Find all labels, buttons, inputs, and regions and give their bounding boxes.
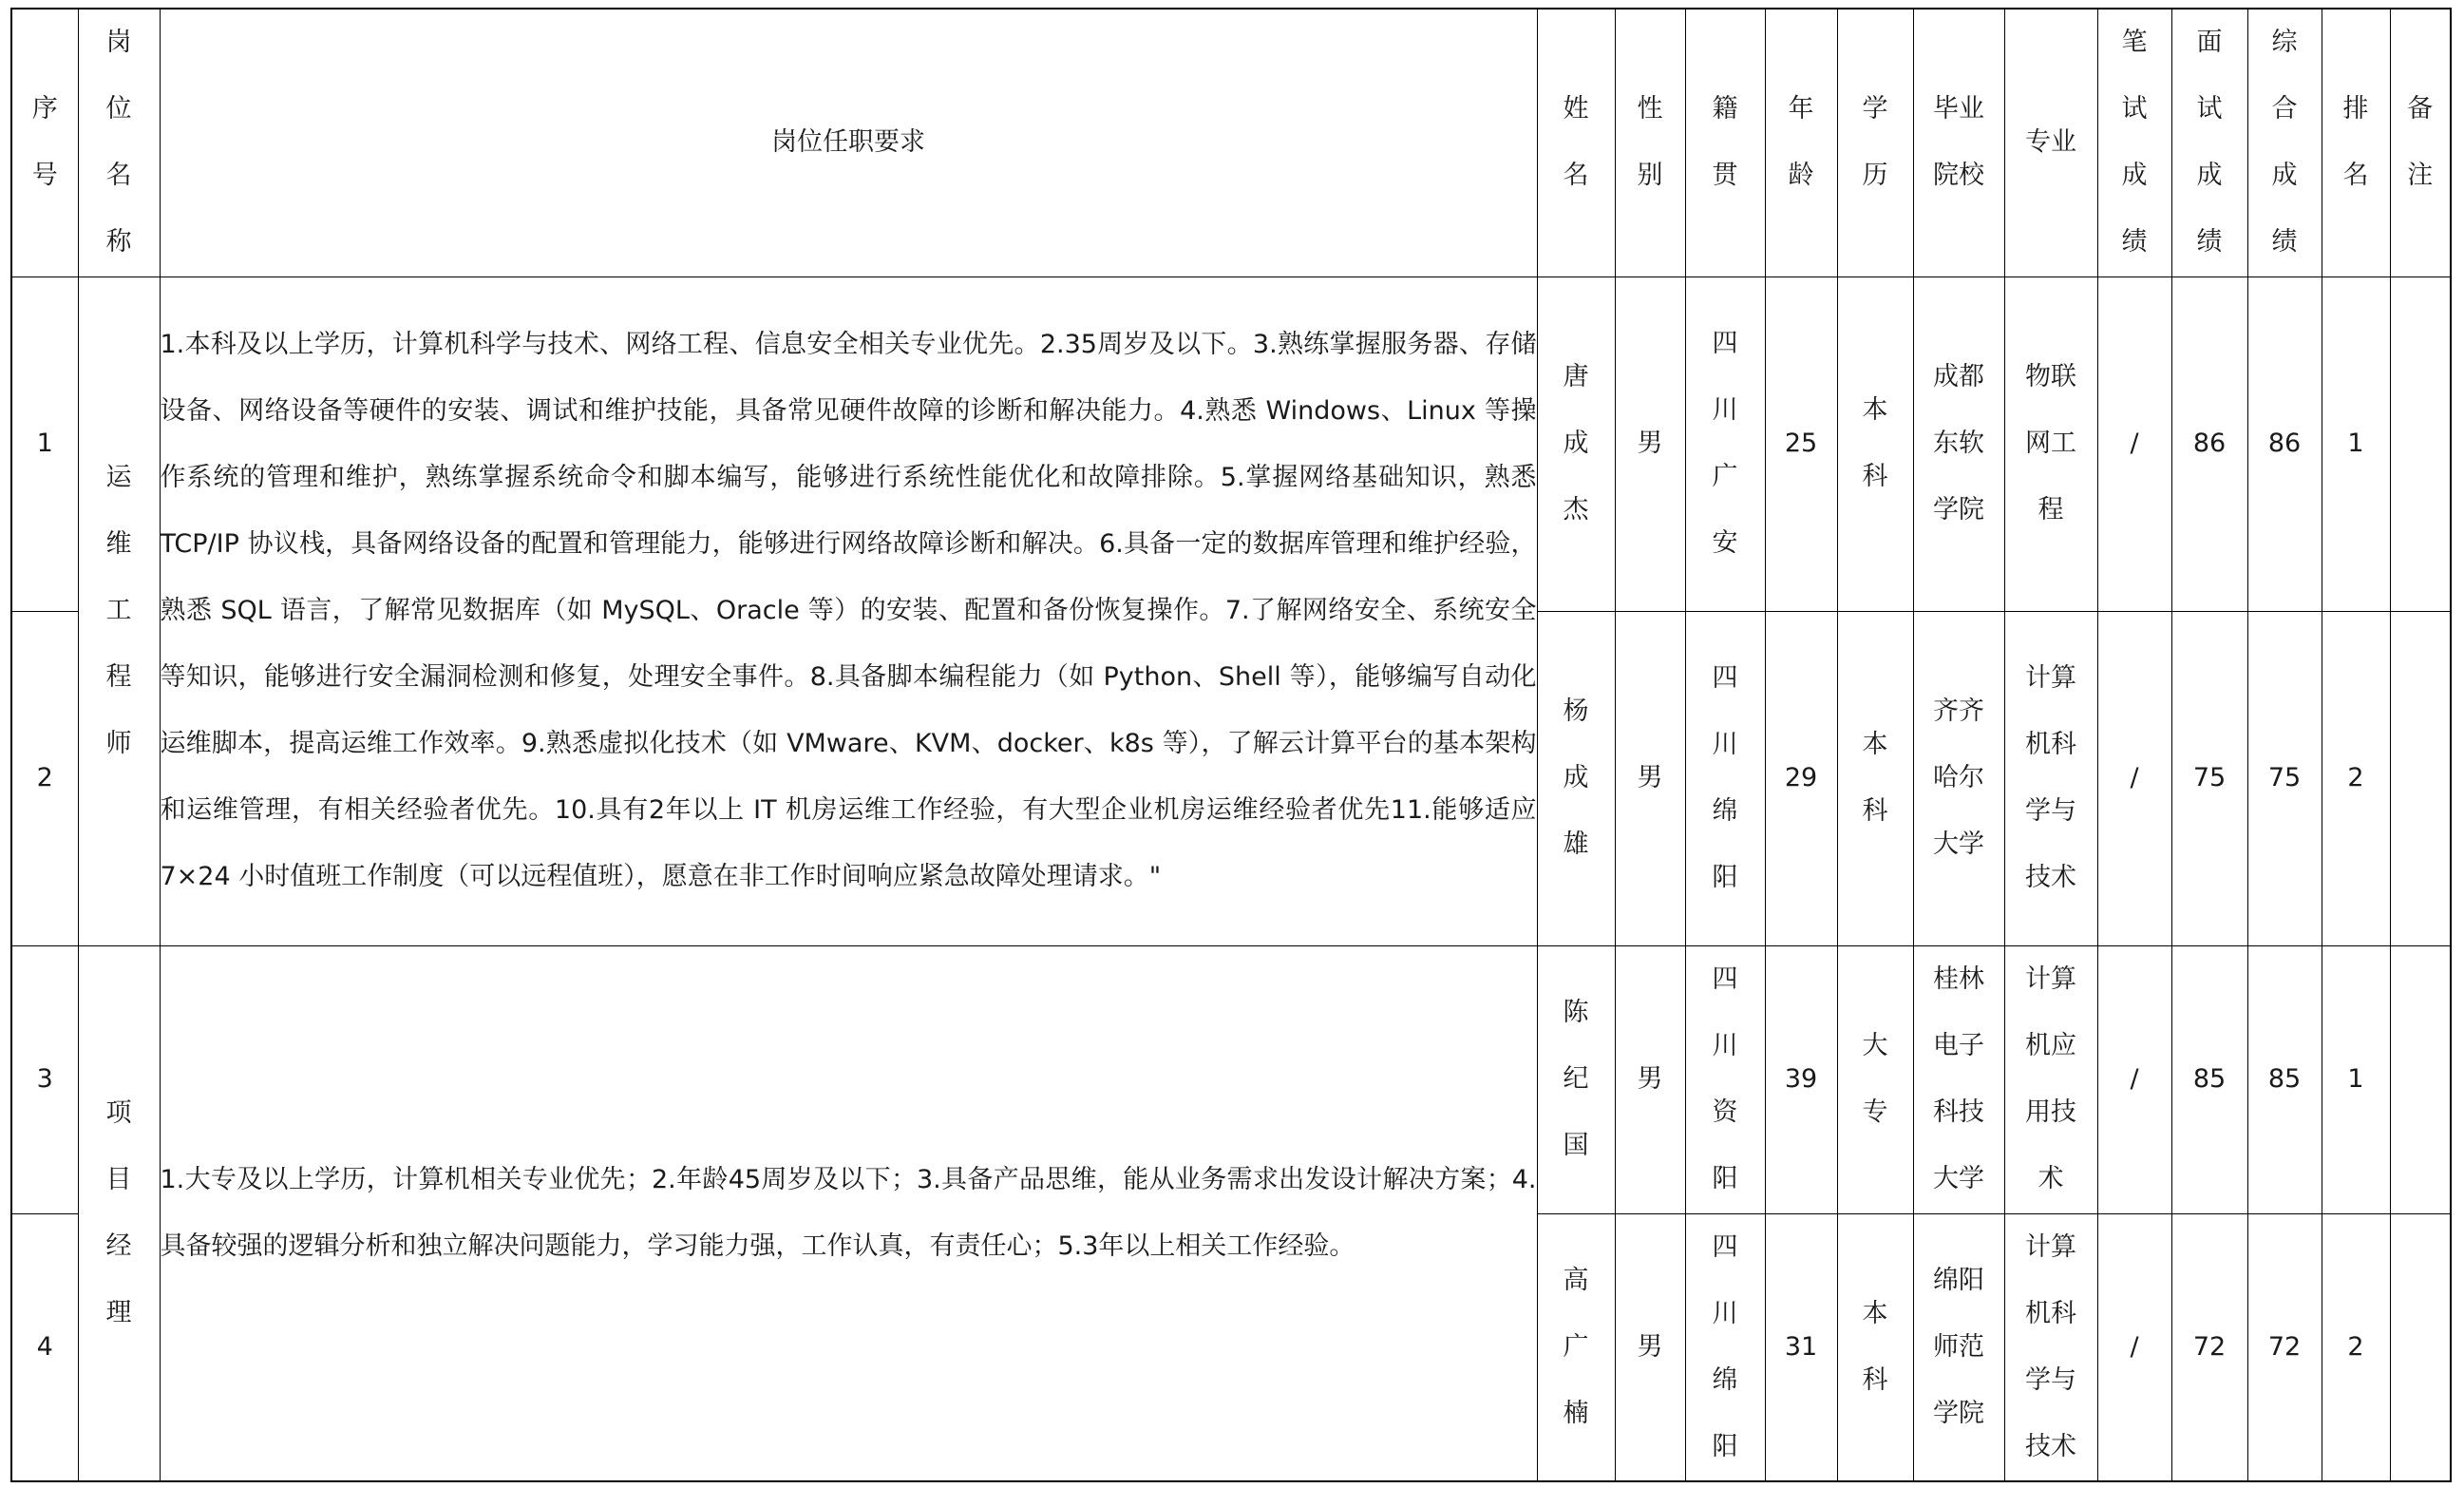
header-school: 毕业院校	[1913, 9, 2004, 277]
cell-education: 本科	[1837, 611, 1913, 945]
header-education: 学历	[1837, 9, 1913, 277]
cell-gender: 男	[1615, 945, 1685, 1213]
cell-origin: 四川绵阳	[1685, 1213, 1765, 1481]
cell-seq: 2	[11, 611, 78, 945]
cell-remark	[2390, 945, 2451, 1213]
header-total: 综合成绩	[2247, 9, 2322, 277]
cell-major: 计算机科学与技术	[2004, 1213, 2097, 1481]
cell-school: 齐齐哈尔大学	[1913, 611, 2004, 945]
cell-rank: 1	[2322, 945, 2390, 1213]
cell-written: /	[2097, 1213, 2171, 1481]
cell-origin: 四川资阳	[1685, 945, 1765, 1213]
cell-name: 杨成雄	[1537, 611, 1615, 945]
header-requirements: 岗位任职要求	[160, 9, 1537, 277]
header-written: 笔试成绩	[2097, 9, 2171, 277]
cell-age: 39	[1765, 945, 1837, 1213]
cell-major: 物联网工程	[2004, 277, 2097, 611]
cell-age: 25	[1765, 277, 1837, 611]
cell-interview: 86	[2171, 277, 2247, 611]
table-row	[11, 277, 2451, 611]
header-remark: 备注	[2390, 9, 2451, 277]
cell-education: 本科	[1837, 1213, 1913, 1481]
cell-total: 75	[2247, 611, 2322, 945]
cell-interview: 75	[2171, 611, 2247, 945]
cell-total: 85	[2247, 945, 2322, 1213]
cell-education: 本科	[1837, 277, 1913, 611]
recruitment-results-table	[10, 8, 2452, 1482]
cell-total: 72	[2247, 1213, 2322, 1481]
cell-interview: 85	[2171, 945, 2247, 1213]
cell-school: 桂林电子科技大学	[1913, 945, 2004, 1213]
cell-education: 大专	[1837, 945, 1913, 1213]
cell-major: 计算机科学与技术	[2004, 611, 2097, 945]
cell-name: 唐成杰	[1537, 277, 1615, 611]
cell-rank: 1	[2322, 277, 2390, 611]
cell-remark	[2390, 1213, 2451, 1481]
cell-name: 高广楠	[1537, 1213, 1615, 1481]
cell-name: 陈纪国	[1537, 945, 1615, 1213]
header-row	[11, 9, 2451, 277]
cell-major: 计算机应用技术	[2004, 945, 2097, 1213]
cell-seq: 3	[11, 945, 78, 1213]
cell-origin: 四川绵阳	[1685, 611, 1765, 945]
cell-school: 绵阳师范学院	[1913, 1213, 2004, 1481]
cell-gender: 男	[1615, 1213, 1685, 1481]
cell-age: 29	[1765, 611, 1837, 945]
cell-origin: 四川广安	[1685, 277, 1765, 611]
header-origin: 籍贯	[1685, 9, 1765, 277]
header-name: 姓名	[1537, 9, 1615, 277]
cell-remark	[2390, 277, 2451, 611]
cell-written: /	[2097, 945, 2171, 1213]
cell-rank: 2	[2322, 611, 2390, 945]
cell-gender: 男	[1615, 611, 1685, 945]
cell-seq: 4	[11, 1213, 78, 1481]
cell-remark	[2390, 611, 2451, 945]
cell-position: 运维工程师	[78, 277, 160, 945]
cell-written: /	[2097, 277, 2171, 611]
header-rank: 排名	[2322, 9, 2390, 277]
cell-interview: 72	[2171, 1213, 2247, 1481]
header-major: 专业	[2004, 9, 2097, 277]
cell-gender: 男	[1615, 277, 1685, 611]
table-row	[11, 945, 2451, 1213]
cell-total: 86	[2247, 277, 2322, 611]
cell-age: 31	[1765, 1213, 1837, 1481]
header-gender: 性别	[1615, 9, 1685, 277]
cell-rank: 2	[2322, 1213, 2390, 1481]
header-interview: 面试成绩	[2171, 9, 2247, 277]
cell-seq: 1	[11, 277, 78, 611]
cell-school: 成都东软学院	[1913, 277, 2004, 611]
cell-written: /	[2097, 611, 2171, 945]
cell-position: 项目经理	[78, 945, 160, 1481]
cell-requirements: 1.大专及以上学历，计算机相关专业优先；2.年龄45周岁及以下；3.具备产品思维，能从业务需求出发设计解决方案；4.具备较强的逻辑分析和独立解决问题能力，学习能力强，工作认真，有责任心；5.3年以上相关工作经验。	[160, 945, 1537, 1481]
cell-requirements: 1.本科及以上学历，计算机科学与技术、网络工程、信息安全相关专业优先。2.35周岁及以下。3.熟练掌握服务器、存储设备、网络设备等硬件的安装、调试和维护技能，具备常见硬件故障的诊断和解决能力。4.熟悉 Windows、Linux 等操作系统的管理和维护，熟练掌握系统命令和脚本编写，能够进行系统性能优化和故障排除。5.掌握网络基础知识，熟悉 TCP/IP 协议栈，具备网络设备的配置和管理能力，能够进行网络故障诊断和解决。6.具备一定的数据库管理和维护经验，熟悉 SQL 语言，了解常见数据库（如 MySQL、Oracle 等）的安装、配置和备份恢复操作。7.了解网络安全、系统安全等知识，能够进行安全漏洞检测和修复，处理安全事件。8.具备脚本编程能力（如 Python、Shell 等），能够编写自动化运维脚本，提高运维工作效率。9.熟悉虚拟化技术（如 VMware、KVM、docker、k8s 等），了解云计算平台的基本架构和运维管理，有相关经验者优先。10.具有2年以上 IT 机房运维工作经验，有大型企业机房运维经验者优先11.能够适应 7×24 小时值班工作制度（可以远程值班），愿意在非工作时间响应紧急故障处理请求。"	[160, 277, 1537, 945]
header-age: 年龄	[1765, 9, 1837, 277]
header-seq: 序号	[11, 9, 78, 277]
header-position: 岗位名称	[78, 9, 160, 277]
